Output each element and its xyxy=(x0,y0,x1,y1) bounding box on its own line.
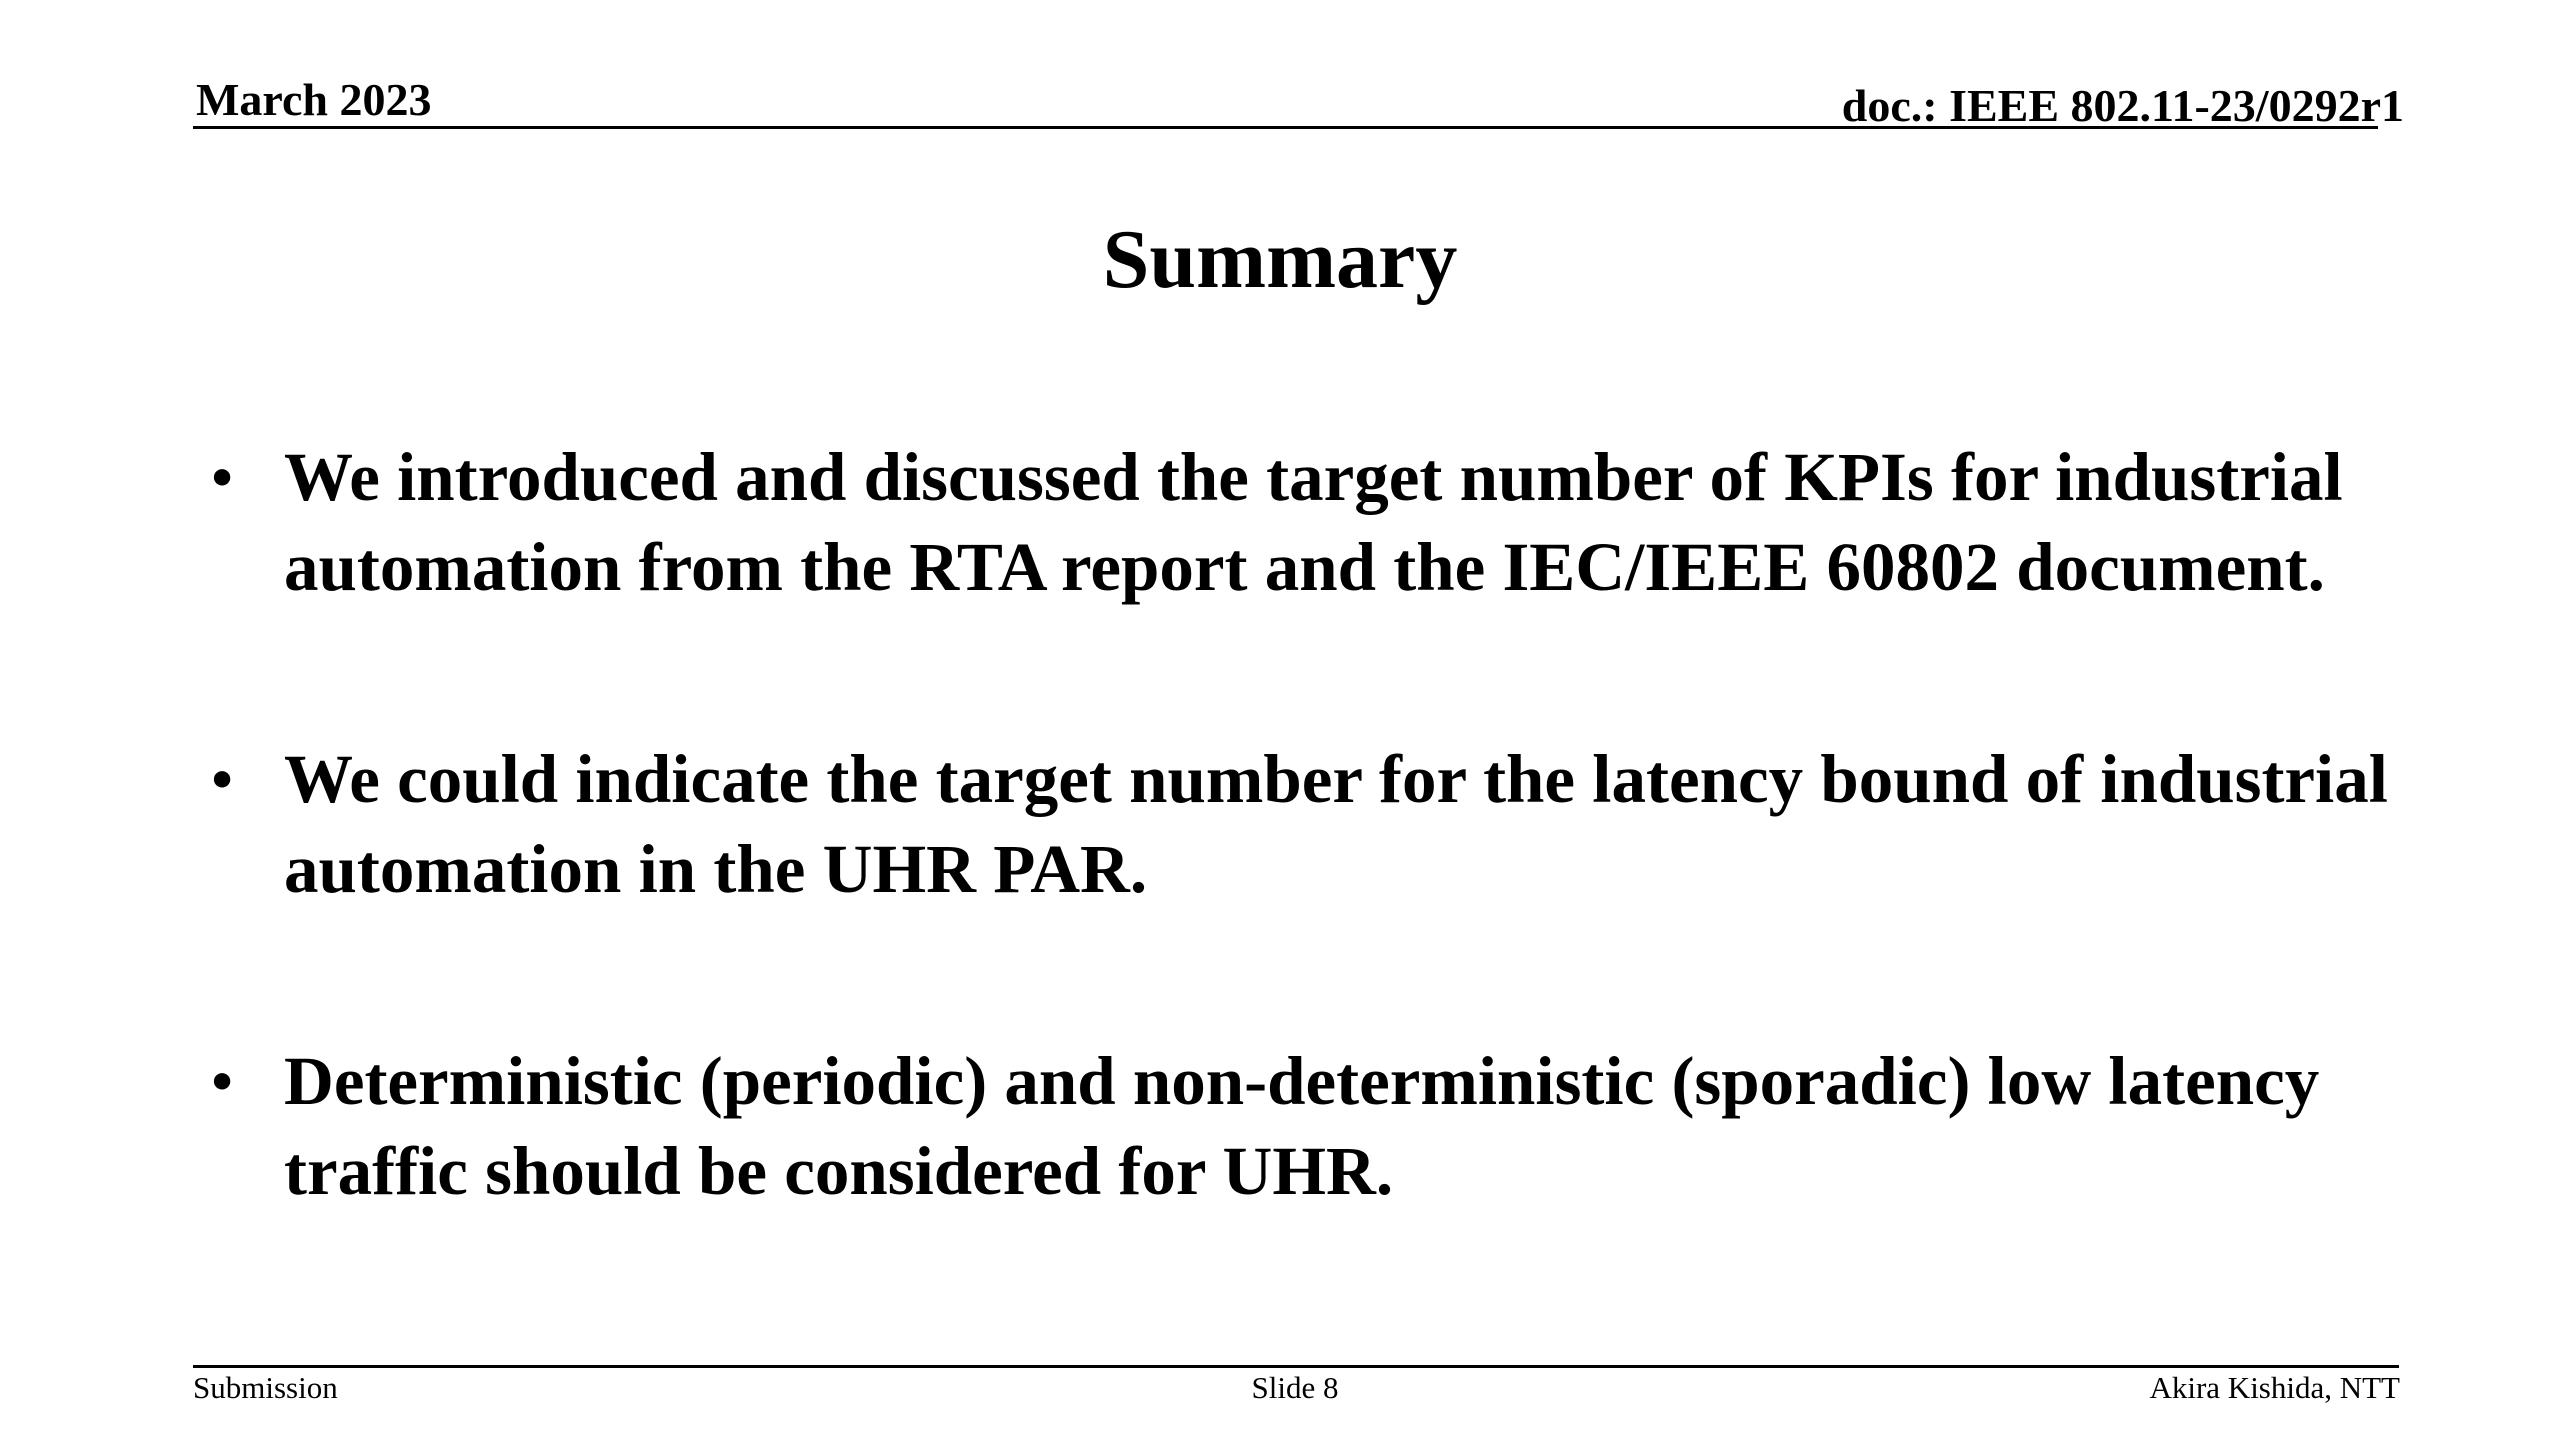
footer-submission: Submission xyxy=(193,1370,338,1405)
bullet-list xyxy=(210,432,2430,1338)
bullet-item-2 xyxy=(210,734,2430,914)
header-date: March 2023 xyxy=(196,74,432,125)
bullet-marker: • xyxy=(210,439,235,515)
header-doc-id: doc.: IEEE 802.11-23/0292r1 xyxy=(1841,80,2404,131)
bullet-text: Deterministic (periodic) and non-deterministic (sporadic) low latency traffic should be considered for UHR. xyxy=(284,1043,2320,1209)
footer-slide-number: Slide 8 xyxy=(1251,1370,1339,1405)
header-divider xyxy=(193,126,2378,129)
bullet-marker: • xyxy=(210,741,235,817)
bullet-item-3 xyxy=(210,1036,2430,1216)
bullet-text: We introduced and discussed the target number of KPIs for industrial automation from the RTA report and the IEC/IEEE 60802 document. xyxy=(284,439,2343,605)
bullet-text: We could indicate the target number for the latency bound of industrial automation in the UHR PAR. xyxy=(284,741,2388,907)
slide-title: Summary xyxy=(1102,213,1458,306)
bullet-marker: • xyxy=(210,1043,235,1119)
footer-author: Akira Kishida, NTT xyxy=(2149,1370,2400,1405)
bullet-item-1 xyxy=(210,432,2430,612)
